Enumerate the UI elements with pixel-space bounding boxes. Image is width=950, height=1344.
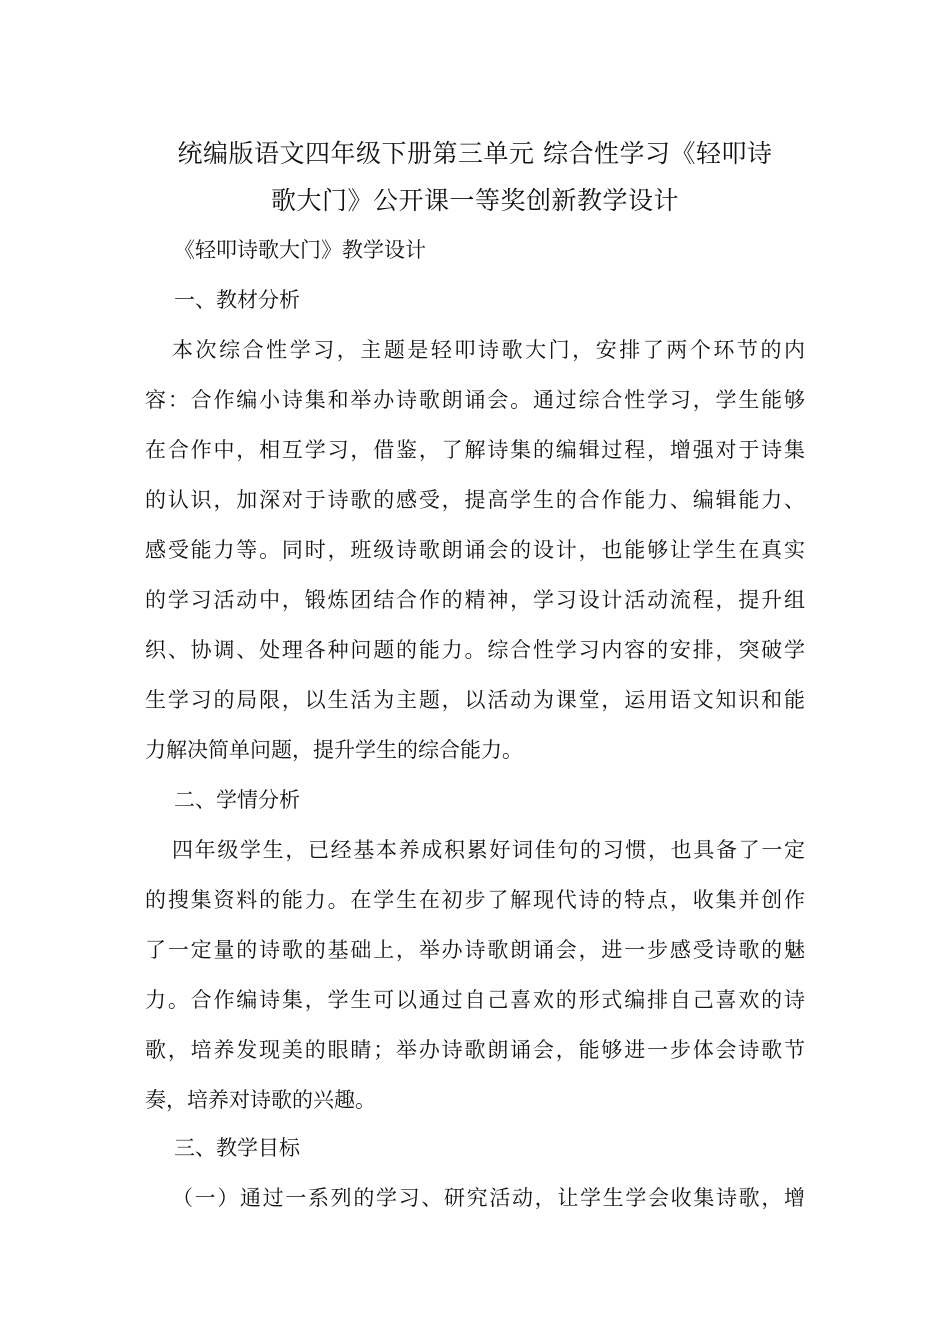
- document-subtitle: 《轻叩诗歌大门》教学设计: [174, 238, 426, 262]
- section-heading-objectives: 三、教学目标: [174, 1136, 300, 1160]
- paragraph-line: 生学习的局限，以生活为主题，以活动为课堂，运用语文知识和能: [145, 688, 805, 712]
- paragraph-line: 力。合作编诗集，学生可以通过自己喜欢的形式编排自己喜欢的诗: [145, 988, 805, 1012]
- paragraph-line: 的认识，加深对于诗歌的感受，提高学生的合作能力、编辑能力、: [145, 488, 805, 512]
- document-title-line-2: 歌大门》公开课一等奖创新教学设计: [270, 186, 679, 215]
- paragraph-line: 感受能力等。同时，班级诗歌朗诵会的设计，也能够让学生在真实: [145, 538, 805, 562]
- paragraph-line: 歌，培养发现美的眼睛；举办诗歌朗诵会，能够进一步体会诗歌节: [145, 1038, 805, 1062]
- paragraph-line: 的搜集资料的能力。在学生在初步了解现代诗的特点，收集并创作: [145, 888, 805, 912]
- paragraph-line: 力解决简单问题，提升学生的综合能力。: [145, 738, 523, 762]
- paragraph-line: （一）通过一系列的学习、研究活动，让学生学会收集诗歌，增: [172, 1186, 805, 1210]
- paragraph-line: 奏，培养对诗歌的兴趣。: [145, 1088, 376, 1112]
- paragraph-line: 本次综合性学习，主题是轻叩诗歌大门，安排了两个环节的内: [172, 338, 805, 362]
- section-heading-students: 二、学情分析: [174, 788, 300, 812]
- paragraph-line: 容：合作编小诗集和举办诗歌朗诵会。通过综合性学习，学生能够: [145, 388, 805, 412]
- paragraph-line: 在合作中，相互学习，借鉴，了解诗集的编辑过程，增强对于诗集: [145, 438, 805, 462]
- paragraph-line: 织、协调、处理各种问题的能力。综合性学习内容的安排，突破学: [145, 638, 805, 662]
- paragraph-line: 四年级学生，已经基本养成积累好词佳句的习惯，也具备了一定: [172, 838, 805, 862]
- section-heading-materials: 一、教材分析: [174, 288, 300, 312]
- paragraph-line: 了一定量的诗歌的基础上，举办诗歌朗诵会，进一步感受诗歌的魅: [145, 938, 805, 962]
- document-title-line-1: 统编版语文四年级下册第三单元 综合性学习《轻叩诗: [177, 139, 773, 168]
- paragraph-line: 的学习活动中，锻炼团结合作的精神，学习设计活动流程，提升组: [145, 588, 805, 612]
